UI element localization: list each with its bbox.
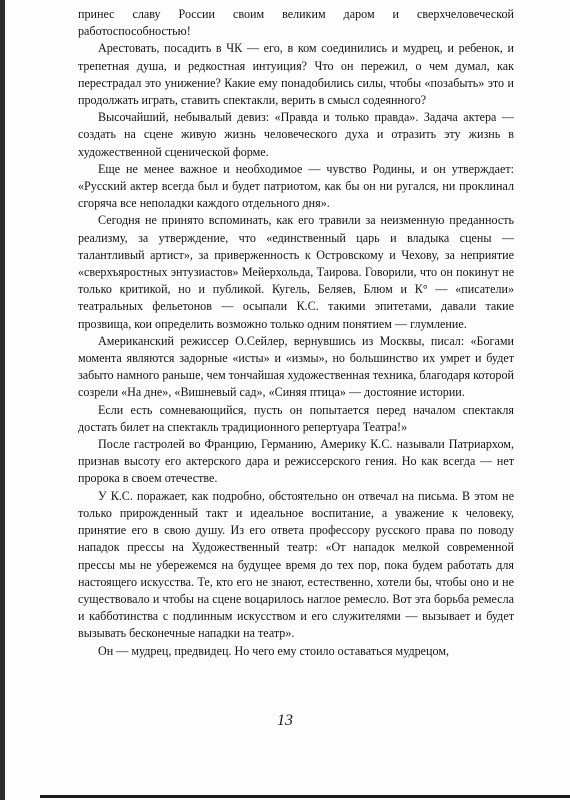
paragraph-1: принес славу России своим великим даром и сверхчеловеческой работоспособностью!: [78, 7, 514, 39]
paragraph-7: Если есть сомневающийся, пусть он попытается перед началом спектакля достать билет на спектакль традиционного репертуара Театра!»: [78, 402, 514, 434]
body-text: [78, 6, 514, 660]
scan-left-edge-shadow: [0, 0, 5, 800]
paragraph-3: Высочайший, небывалый девиз: «Правда и только правда». Задача актера — создать на сцене живую жизнь человеческого духа и отразить эту жизнь в художественной сценической форме.: [78, 110, 514, 159]
paragraph-9: У К.С. поражает, как подробно, обстоятельно он отвечал на письма. В этом не только прирожденный такт и идеальное воспитание, а уважение к человеку, принятие его в свою душу. Из его ответа профессору русского права по поводу нападок прессы на Художественный театр: «От нападок мелкой современной прессы мы не убережемся на будущее время до тех пор, пока будем работать для настоящего искусства. Те, кто его не знают, естественно, хотели бы, чтобы оно и не существовало и чтобы на сцене воцарилось наглое ремесло. Вот эта борьба ремесла и кабботинства с подлинным искусством и его служителями — вызывает и будет вызывать бесконечные нападки на театр».: [78, 488, 514, 641]
paragraph-6: Американский режиссер О.Сейлер, вернувшись из Москвы, писал: «Богами момента являются задорные «исты» и «измы», но большинство их умрет и будет забыто намного раньше, чем тончайшая художественная техника, благодаря которой созрели «На дне», «Вишневый сад», «Синяя птица» — достояние истории.: [78, 333, 514, 400]
paragraph-8: После гастролей во Францию, Германию, Америку К.С. называли Патриархом, признав высоту его актерского дара и режиссерского гения. Но как всегда — нет пророка в своем отечестве.: [78, 437, 514, 486]
page-number: 13: [277, 712, 293, 729]
scan-bottom-edge: [40, 795, 570, 798]
paragraph-5: Сегодня не принято вспоминать, как его травили за неизменную преданность реализму, за утверждение, что «единственный царь и владыка сцены — талантливый артист», за приверженность к Островскому и Чехову, за неприятие «сверхъяростных энтузиастов» Мейерхольда, Таирова. Говорили, что он покинут не только критикой, но и публикой. Кугель, Беляев, Блюм и К° — «писатели» театральных фельетонов — осыпали К.С. такими эпитетами, давали такие прозвища, кои определить возможно только одним понятием — глумление.: [78, 213, 514, 331]
paragraph-4: Еще не менее важное и необходимое — чувство Родины, и он утверждает: «Русский актер всегда был и будет патриотом, как бы он ни ругался, ни проклинал сгоряча все неполадки каждого отдельного дня».: [78, 161, 514, 211]
paragraph-2: Арестовать, посадить в ЧК — его, в ком соединились и мудрец, и ребенок, и трепетная душа, и редкостная интуиция? Что он пережил, о чем думал, как перестрадал это унижение? Какие ему понадобились силы, чтобы «позабыть» это и продолжать играть, ставить спектакли, верить в смысл содеянного?: [78, 41, 514, 108]
paragraph-10: Он — мудрец, предвидец. Но чего ему стоило оставаться мудрецом,: [98, 643, 450, 658]
